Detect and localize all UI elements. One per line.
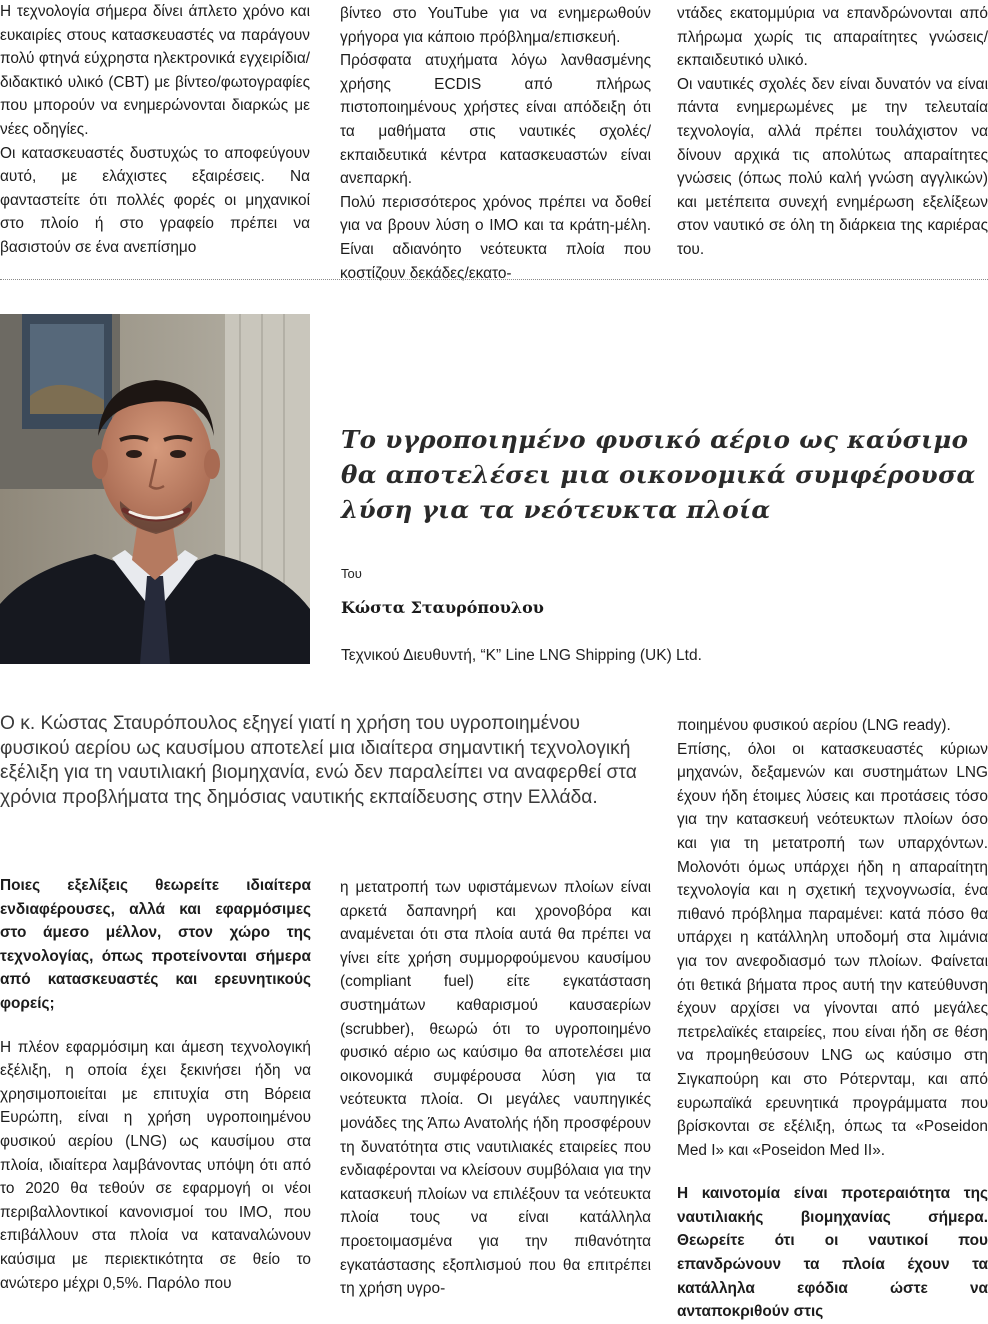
lead-paragraph: Ο κ. Κώστας Σταυρόπουλος εξηγεί γιατί η χρήση του υγροποιημένου φυσικού αερίου ως καυσίμου αποτελεί μια ιδιαίτερα σημαντική τεχνολογική εξέλιξη για τη ναυτιλιακή βιομηχανία, ενώ δεν παραλείπει να αναφερθεί στα χρόνια προβλήματα της δημόσιας ναυτικής εκπαίδευσης στην Ελλάδα. <box>0 713 637 808</box>
paragraph: Πρόσφατα ατυχήματα λόγω λανθασμένης χρήσης ECDIS από πλήρως πιστοποιημένους χρήστες είναι απόδειξη ότι τα μαθήματα στις ναυτικές σχολές/εκπαιδευτικά κέντρα κατασκευαστών είναι ανεπαρκή. <box>340 52 651 188</box>
paragraph: ντάδες εκατομμύρια να επανδρώνονται από πλήρωμα χωρίς τις απαραίτητες γνώσεις/εκπαιδευτικό υλικό. <box>677 5 988 70</box>
paragraph: Η τεχνολογία σήμερα δίνει άπλετο χρόνο και ευκαιρίες στους κατασκευαστές να παράγουν πολύ φτηνά εύχρηστα ηλεκτρονικά εγχειρίδια/διδακτικό υλικό (CBT) με βίντεο/φωτογραφίες που μπορούν να ενημερώνονται διαρκώς με νέες οδηγίες. <box>0 3 310 138</box>
paragraph: βίντεο στο YouTube για να ενημερωθούν γρήγορα για κάποιο πρόβλημα/επισκευή. <box>340 5 651 46</box>
top-column-3 <box>677 2 988 262</box>
byline-prefix: Του <box>341 566 362 581</box>
interview-question: Η καινοτομία είναι προτεραιότητα της ναυτιλιακής βιομηχανίας σήμερα. Θεωρείτε ότι οι ναυτικοί που επανδρώνουν τα πλοία έχουν τα κατάλληλα εφόδια ώστε να ανταποκριθούν στις <box>677 1185 988 1321</box>
top-column-2 <box>340 2 651 285</box>
body-column-3 <box>677 714 988 1324</box>
body-column-2 <box>340 876 651 1301</box>
paragraph: Οι κατασκευαστές δυστυχώς το αποφεύγουν αυτό, με ελάχιστες εξαιρέσεις. Να φανταστείτε ότι πολλές φορές οι μηχανικοί στο πλοίο ή στο γραφείο πρέπει να βασιστούν σε ένα ανεπίσημο <box>0 144 310 256</box>
author-name: Κώστα Σταυρόπουλου <box>341 598 544 617</box>
interview-answer: ποιημένου φυσικού αερίου (LNG ready). <box>677 717 951 734</box>
interview-question: Ποιες εξελίξεις θεωρείτε ιδιαίτερα ενδιαφέρουσες, αλλά και εφαρμόσιμες στο άμεσο μέλλον, στον χώρο της τεχνολογίας, όπως προτείνονται σήμερα από κατασκευαστές και ερευνητικούς φορείς; <box>0 877 311 1012</box>
section-divider <box>0 279 988 280</box>
interview-answer: η μετατροπή των υφιστάμενων πλοίων είναι αρκετά δαπανηρή και χρονοβόρα και αναμένεται ότι στα πλοία αυτά θα πρέπει να γίνει είτε χρήση συμμορφούμενου καυσίμου (compliant fuel) είτε εγκατάσταση συστημάτων καθαρισμού καυσαερίων (scrubber), θεωρώ ότι το υγροποιημένο φυσικό αέριο ως καύσιμο θα αποτελέσει μια οικονομικά συμφέρουσα λύση για τα νεότευκτα πλοία. Οι μεγάλες ναυπηγικές μονάδες της Άπω Ανατολής ήδη προσφέρουν τη δυνατότητα στις ναυτιλιακές εταιρείες που ενδιαφέρονται να κλείσουν συμβόλαια για την κατασκευή πλοίων να επιλέξουν τα νεότευκτα πλοία τους να είναι κατάλληλα προετοιμασμένα για την πιθανότητα εγκατάστασης εξοπλισμού που θα επιτρέπει τη χρήση υγρο- <box>340 879 651 1298</box>
body-column-1 <box>0 874 311 1295</box>
author-photo <box>0 314 310 664</box>
interview-answer: Επίσης, όλοι οι κατασκευαστές κύριων μηχανών, δεξαμενών και συστημάτων LNG έχουν ήδη έτοιμες λύσεις και προτάσεις τόσο για την κατασκευή νεότευκτων πλοίων όσο και για τη μετατροπή των υπαρχόντων. Μολονότι όμως υπάρχει ήδη η απαραίτητη τεχνολογία και η σχετική τεχνογνωσία, ένα πιθανό πρόβλημα παραμένει: κατά πόσο θα υπάρχει η κατάλληλη υποδομή στα λιμάνια για τον ανεφοδιασμό των πλοίων. Φαίνεται ότι θετικά βήματα προς αυτή την κατεύθυνση έχουν αρχίσει να γίνονται από μεγάλες πετρελαϊκές εταιρείες, που είναι ήδη σε θέση να προμηθεύσουν LNG ως καύσιμο στη Σιγκαπούρη και στο Ρότερνταμ, και από ευρωπαϊκά ερευνητικά προγράμματα που βρίσκονται σε εξέλιξη, όπως τα «Poseidon Med I» και «Poseidon Med II». <box>677 740 988 1159</box>
top-column-1 <box>0 0 310 260</box>
paragraph: Πολύ περισσότερος χρόνος πρέπει να δοθεί για να βρουν λύση ο IMO και τα κράτη-μέλη. Είναι αδιανόητο νεότευκτα πλοία που κοστίζουν δεκάδες/εκατο- <box>340 193 651 282</box>
article-headline: Το υγροποιημένο φυσικό αέριο ως καύσιμο θα αποτελέσει μια οικονομικά συμφέρουσα λύση για τα νεότευκτα πλοία <box>341 425 976 524</box>
author-title: Τεχνικού Διευθυντή, “K” Line LNG Shipping (UK) Ltd. <box>341 647 702 664</box>
paragraph: Οι ναυτικές σχολές δεν είναι δυνατόν να είναι πάντα ενημερωμένες με την τελευταία τεχνολογία, αλλά πρέπει τουλάχιστον να δίνουν αρχικά τις απολύτως απαραίτητες γνώσεις (όπως πολύ καλή γνώση αγγλικών) και μετέπειτα συνεχή ενημέρωση εξελίξεων στον ναυτικό σε όλη τη διάρκεια της καριέρας του. <box>677 75 988 258</box>
interview-answer: Η πλέον εφαρμόσιμη και άμεση τεχνολογική εξέλιξη, η οποία έχει ξεκινήσει ήδη να χρησιμοποιείται με επιτυχία στη Βόρεια Ευρώπη, είναι η χρήση υγροποιημένου φυσικού αερίου (LNG) ως καυσίμου στα πλοία, ιδιαίτερα λαμβάνοντας υπόψη ότι από το 2020 θα τεθούν σε εφαρμογή οι νέοι περιβαλλοντικοί κανονισμοί του IMO, που επιβάλλουν στα πλοία να καταναλώνουν καύσιμα με περιεκτικότητα σε θείο το ανώτερο μέχρι 0,5%. Παρόλο που <box>0 1038 311 1292</box>
